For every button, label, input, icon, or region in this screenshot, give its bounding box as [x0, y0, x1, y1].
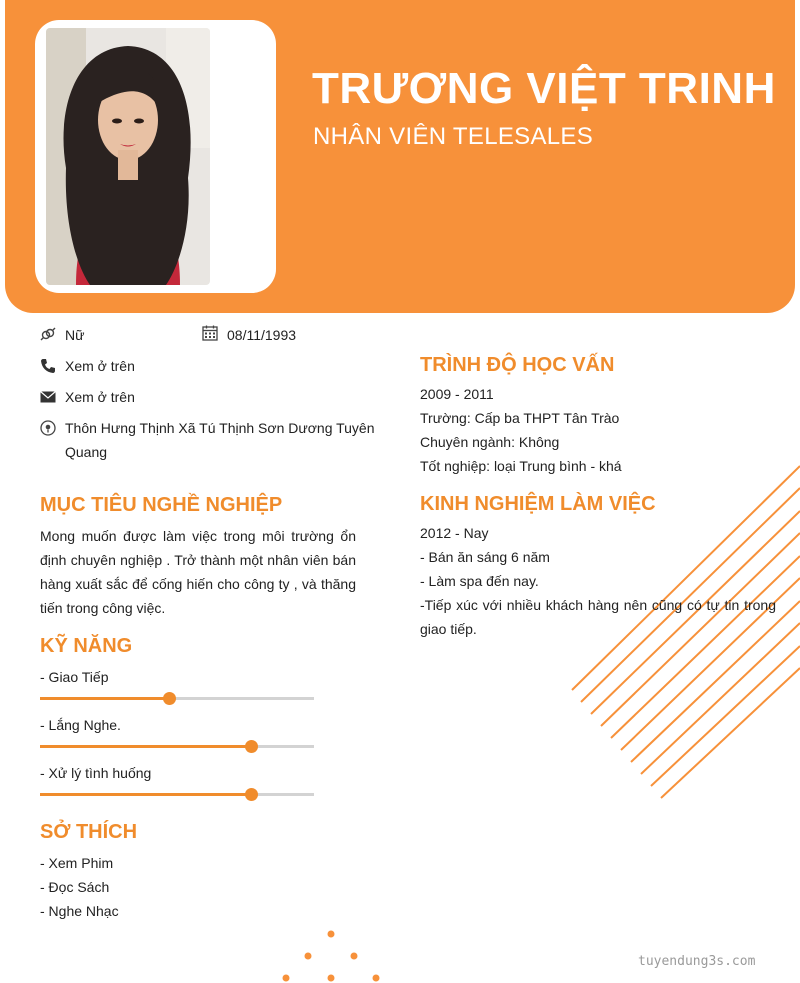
- objective-text: [40, 524, 356, 620]
- skills-title: KỸ NĂNG: [40, 635, 133, 657]
- skill-level-knob: [245, 788, 258, 801]
- experience-line: -Tiếp xúc với nhiều khách hàng nên cũng có tự tin trong: [420, 597, 776, 613]
- address-line-2: Quang: [65, 444, 108, 460]
- gender-value: Nữ: [65, 327, 85, 343]
- experience-title: KINH NGHIỆM LÀM VIỆC: [420, 493, 656, 515]
- education-line: Tốt nghiệp: loại Trung bình - khá: [420, 458, 622, 474]
- decorative-dots: [283, 931, 380, 982]
- experience-line: 2012 - Nay: [420, 525, 489, 541]
- address-line-1: Thôn Hưng Thịnh Xã Tú Thịnh Sơn Dương Tuyên: [65, 420, 375, 436]
- objective-line: Mong muốn được làm việc trong môi trường ổn: [40, 528, 356, 544]
- hobbies-list: [40, 851, 119, 923]
- objective-line: tiến trong công việc.: [40, 600, 166, 616]
- objective-line: hàng xuất sắc để cống hiến cho công ty , và thăng: [40, 576, 356, 592]
- experience-line: - Làm spa đến nay.: [420, 573, 539, 589]
- hobby-item: - Nghe Nhạc: [40, 903, 119, 919]
- education-line: Chuyên ngành: Không: [420, 434, 560, 450]
- education-title: TRÌNH ĐỘ HỌC VẤN: [420, 354, 615, 376]
- skill-level-bar: [40, 745, 314, 748]
- objective-title: MỤC TIÊU NGHỀ NGHIỆP: [40, 494, 283, 516]
- profile-photo: [46, 28, 210, 285]
- hobby-item: - Đọc Sách: [40, 879, 110, 895]
- calendar-icon: [202, 325, 218, 341]
- hobbies-title: SỞ THÍCH: [40, 821, 138, 843]
- experience-details: [420, 521, 776, 641]
- location-pin-icon: [40, 420, 56, 436]
- education-details: [420, 382, 622, 478]
- candidate-role: NHÂN VIÊN TELESALES: [313, 123, 594, 150]
- phone-icon: [40, 358, 56, 374]
- hobby-item: - Xem Phim: [40, 855, 114, 871]
- education-line: 2009 - 2011: [420, 386, 494, 402]
- skill-level-fill: [40, 697, 169, 700]
- candidate-name: TRƯƠNG VIỆT TRINH: [312, 64, 776, 113]
- birthday-value: 08/11/1993: [227, 327, 297, 343]
- education-line: Trường: Cấp ba THPT Tân Trào: [420, 410, 620, 426]
- experience-line: giao tiếp.: [420, 621, 477, 637]
- experience-line: - Bán ăn sáng 6 năm: [420, 549, 550, 565]
- skill-label: - Xử lý tình huống: [40, 765, 152, 781]
- skill-level-bar: [40, 793, 314, 796]
- skill-level-fill: [40, 745, 251, 748]
- gender-icon: [40, 326, 56, 342]
- skill-label: - Lắng Nghe.: [40, 717, 121, 733]
- skill-level-knob: [163, 692, 176, 705]
- skill-label: - Giao Tiếp: [40, 669, 109, 685]
- watermark: tuyendung3s.com: [638, 954, 756, 969]
- objective-line: định chuyên nghiệp . Trở thành một nhân viên bán: [40, 552, 356, 568]
- skill-level-fill: [40, 793, 251, 796]
- skill-level-knob: [245, 740, 258, 753]
- email-value: Xem ở trên: [65, 389, 135, 405]
- phone-value: Xem ở trên: [65, 358, 135, 374]
- skill-level-bar: [40, 697, 314, 700]
- envelope-icon: [40, 389, 56, 405]
